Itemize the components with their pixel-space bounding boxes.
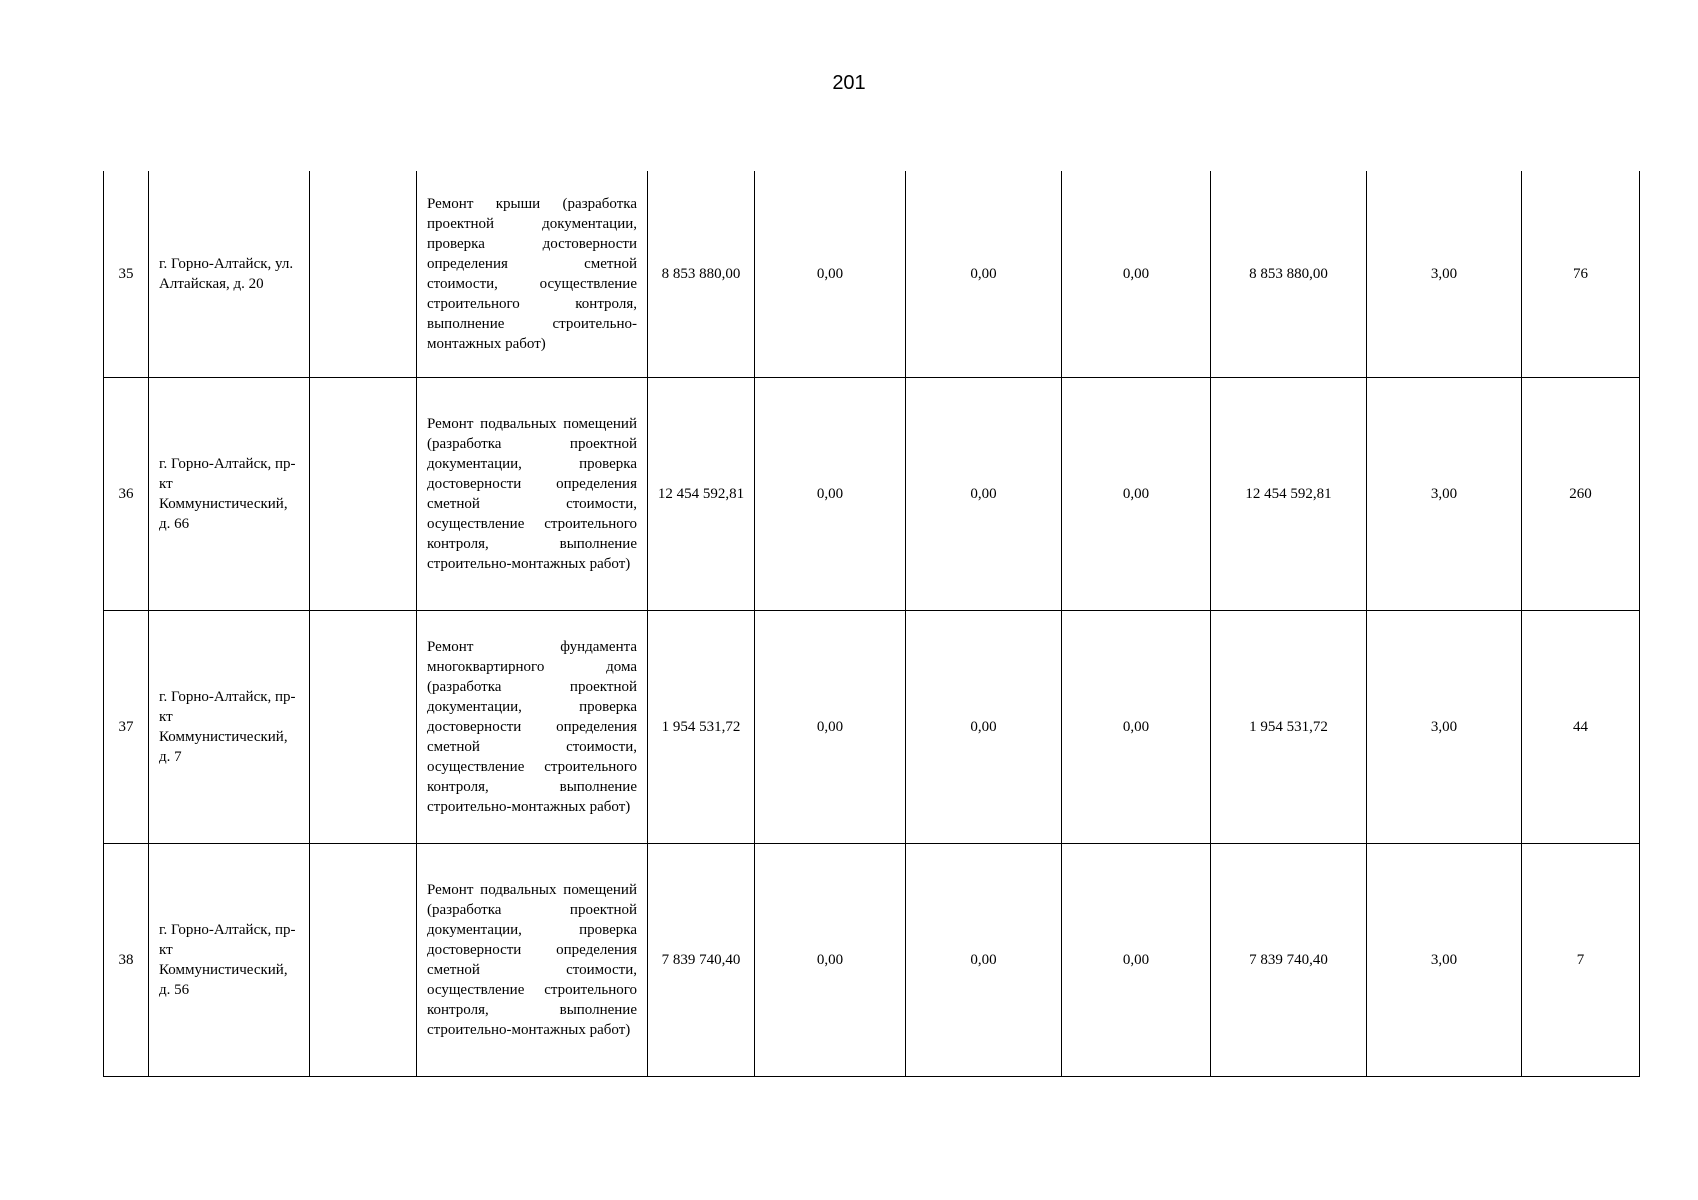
address-cell: г. Горно-Алтайск, пр-кт Коммунистический, д. 66 (149, 378, 310, 611)
total-cost-cell: 8 853 880,00 (648, 171, 755, 378)
empty-cell (310, 171, 417, 378)
owners-funds-cell: 1 954 531,72 (1211, 611, 1367, 844)
address-cell: г. Горно-Алтайск, ул. Алтайская, д. 20 (149, 171, 310, 378)
owners-funds-cell: 12 454 592,81 (1211, 378, 1367, 611)
owners-funds-cell: 7 839 740,40 (1211, 844, 1367, 1077)
amount-cell: 0,00 (1062, 844, 1211, 1077)
row-number: 35 (104, 171, 149, 378)
rate-cell: 3,00 (1367, 844, 1522, 1077)
rate-cell: 3,00 (1367, 378, 1522, 611)
amount-cell: 0,00 (906, 378, 1062, 611)
work-description-cell: Ремонт подвальных помещений (разработка проектной документации, проверка достоверности определения сметной стоимости, осуществление строительного контроля, выполнение строительно-монтажных работ) (417, 844, 648, 1077)
address-cell: г. Горно-Алтайск, пр-кт Коммунистический, д. 56 (149, 844, 310, 1077)
amount-cell: 0,00 (755, 378, 906, 611)
total-cost-cell: 12 454 592,81 (648, 378, 755, 611)
row-number: 38 (104, 844, 149, 1077)
rate-cell: 3,00 (1367, 171, 1522, 378)
table-row (104, 171, 1640, 378)
row-number: 36 (104, 378, 149, 611)
amount-cell: 0,00 (906, 844, 1062, 1077)
total-cost-cell: 1 954 531,72 (648, 611, 755, 844)
address-cell: г. Горно-Алтайск, пр-кт Коммунистический, д. 7 (149, 611, 310, 844)
empty-cell (310, 844, 417, 1077)
work-description-cell: Ремонт крыши (разработка проектной документации, проверка достоверности определения сметной стоимости, осуществление строительного контроля, выполнение строительно-монтажных работ) (417, 171, 648, 378)
rate-cell: 3,00 (1367, 611, 1522, 844)
total-cost-cell: 7 839 740,40 (648, 844, 755, 1077)
count-cell: 7 (1522, 844, 1640, 1077)
work-description-cell: Ремонт подвальных помещений (разработка проектной документации, проверка достоверности определения сметной стоимости, осуществление строительного контроля, выполнение строительно-монтажных работ) (417, 378, 648, 611)
amount-cell: 0,00 (755, 171, 906, 378)
amount-cell: 0,00 (1062, 611, 1211, 844)
owners-funds-cell: 8 853 880,00 (1211, 171, 1367, 378)
count-cell: 44 (1522, 611, 1640, 844)
repair-program-table (103, 171, 1640, 1077)
page-number: 201 (832, 72, 866, 94)
empty-cell (310, 611, 417, 844)
empty-cell (310, 378, 417, 611)
amount-cell: 0,00 (755, 844, 906, 1077)
table-row (104, 611, 1640, 844)
amount-cell: 0,00 (1062, 171, 1211, 378)
amount-cell: 0,00 (755, 611, 906, 844)
table-row (104, 378, 1640, 611)
amount-cell: 0,00 (906, 171, 1062, 378)
work-description-cell: Ремонт фундамента многоквартирного дома (разработка проектной документации, проверка достоверности определения сметной стоимости, осуществление строительного контроля, выполнение строительно-монтажных работ) (417, 611, 648, 844)
amount-cell: 0,00 (906, 611, 1062, 844)
table-row (104, 844, 1640, 1077)
count-cell: 76 (1522, 171, 1640, 378)
count-cell: 260 (1522, 378, 1640, 611)
amount-cell: 0,00 (1062, 378, 1211, 611)
row-number: 37 (104, 611, 149, 844)
